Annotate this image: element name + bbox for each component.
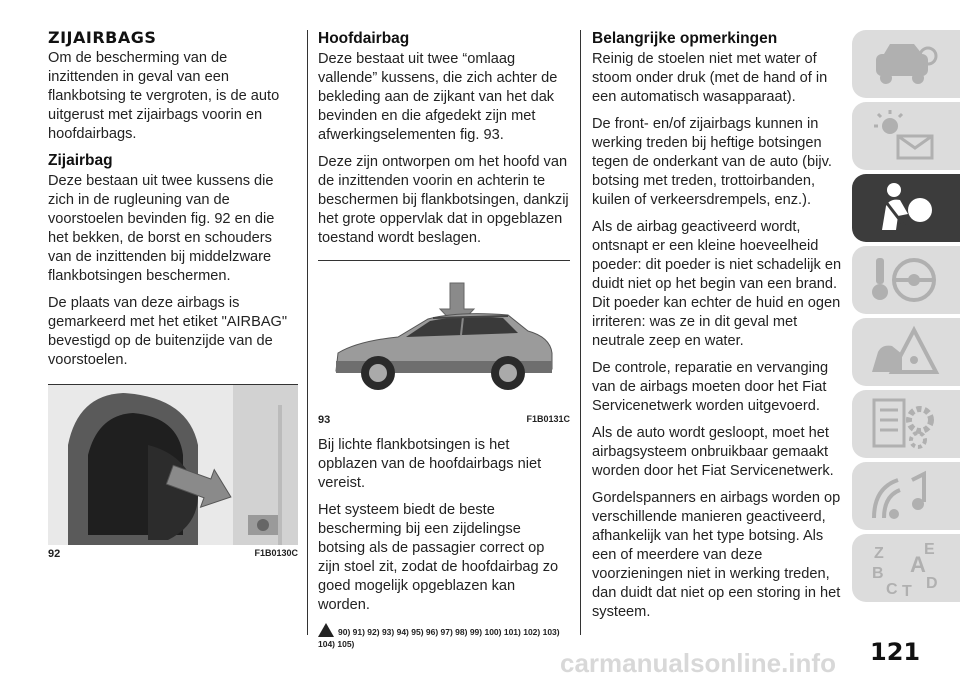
index-letter: T [902,583,912,600]
subheading-hoofdairbag: Hoofdairbag [318,30,410,47]
maintenance-gear-icon [868,396,942,452]
figure-number: 93 [318,414,331,426]
figure-code: F1B0131C [526,414,570,424]
figure-92 [48,384,298,560]
figure-code: F1B0130C [254,548,298,558]
column-left [48,28,298,560]
subheading-zijairbag: Zijairbag [48,152,113,169]
figure-number: 92 [48,548,61,560]
paragraph: Als de airbag geactiveerd wordt, ontsnapt er een kleine hoeveelheid poeder: dit poeder is niet schadelijk en duidt niet op het begin van een brand. Dit poeder kan echter de huid en ogen irriteren: was ze in dit geval met neutrale zeep en water. [592,219,842,349]
emergency-triangle-icon [868,324,942,380]
column-middle [318,28,570,650]
paragraph: Deze bestaan uit twee kussens die zich in de rugleuning van de voorstoelen bevinden fig. 92 en die het bekken, de borst en schouders van de inzittenden bij middelzware flankbotsingen beschermen. [48,173,275,284]
paragraph: De plaats van deze airbags is gemarkeerd met het etiket "AIRBAG" bevestigd op de buitenzijde van de voorstoelen. [48,295,288,368]
column-divider [307,30,308,635]
tab-warning-lights[interactable] [852,102,960,170]
index-letters-icon [868,540,942,602]
warning-references [318,623,570,650]
index-letter: D [926,575,938,592]
index-letter: A [910,552,926,577]
tab-emergency[interactable] [852,318,960,386]
tab-dashboard[interactable] [852,30,960,98]
index-letter: E [924,541,935,558]
column-right [592,28,842,630]
page-number: 121 [870,638,921,666]
warning-refs-text: 90) 91) 92) 93) 94) 95) 96) 97) 98) 99) 100) 101) 102) 103) 104) 105) [318,627,560,649]
paragraph: Deze zijn ontworpen om het hoofd van de inzittenden voorin en achterin te beschermen bij flankbotsingen, dankzij het grote oppervlak dat in opgeblazen toestand wordt beslagen. [318,154,569,246]
paragraph: Bij lichte flankbotsingen is het opblazen van de hoofdairbags niet vereist. [318,437,542,491]
tab-driving[interactable] [852,246,960,314]
tab-maintenance[interactable] [852,390,960,458]
warning-triangle-icon [318,623,334,637]
paragraph: Deze bestaat uit twee “omlaag vallende” kussens, die zich achter de bekleding aan de zijkant van het dak bevinden en die afgedekt zijn met afwerkingselementen fig. 93. [318,51,558,143]
index-letter: B [872,565,884,582]
multimedia-icon [868,468,942,524]
tab-safety[interactable] [852,174,960,242]
subheading-opmerkingen: Belangrijke opmerkingen [592,30,778,47]
intro-paragraph: Om de bescherming van de inzittenden in geval van een flankbotsing te vergroten, is de auto uitgerust met zijairbags voorin en hoofdairbags. [48,50,280,142]
index-letter: C [886,581,898,598]
paragraph: Gordelspanners en airbags worden op verschillende manieren geactiveerd, afhankelijk van het type botsing. Als een of meerdere van deze voorzieningen niet in werking treden, dan duidt dat niet op een storing in het systeem. [592,490,841,620]
figure-93 [318,260,570,426]
paragraph: De front- en/of zijairbags kunnen in werking treden bij heftige botsingen tegen de onderkant van de auto (bijv. botsing met treden, trottoirbanden, kuilen of verkeersdrempels, enz.). [592,116,832,208]
column-divider [580,30,581,635]
paragraph: Als de auto wordt gesloopt, moet het airbagsysteem onbruikbaar gemaakt worden door het Fiat Servicenetwerk. [592,425,834,479]
watermark: carmanualsonline.info [560,648,836,678]
section-heading: ZIJAIRBAGS [48,28,157,47]
warning-lights-icon [868,108,942,164]
seatbelt-airbag-icon [868,180,942,236]
paragraph: Het systeem biedt de beste bescherming bij een zijdelingse botsing als de passagier correct op zijn stoel zit, zodat de hoofdairbag zo goed mogelijk opgeblazen kan worden. [318,502,559,613]
car-dashboard-icon [868,36,942,92]
index-letter: Z [874,545,884,562]
paragraph: De controle, reparatie en vervanging van de airbags moeten door het Fiat Servicenetwerk worden uitgevoerd. [592,360,829,414]
seat-airbag-illustration [48,385,298,545]
tab-index[interactable] [852,534,960,602]
paragraph: Reinig de stoelen niet met water of stoom onder druk (met de hand of in een automatisch wasapparaat). [592,51,828,105]
tab-multimedia[interactable] [852,462,960,530]
key-steering-icon [868,252,942,308]
car-side-illustration [318,261,570,411]
